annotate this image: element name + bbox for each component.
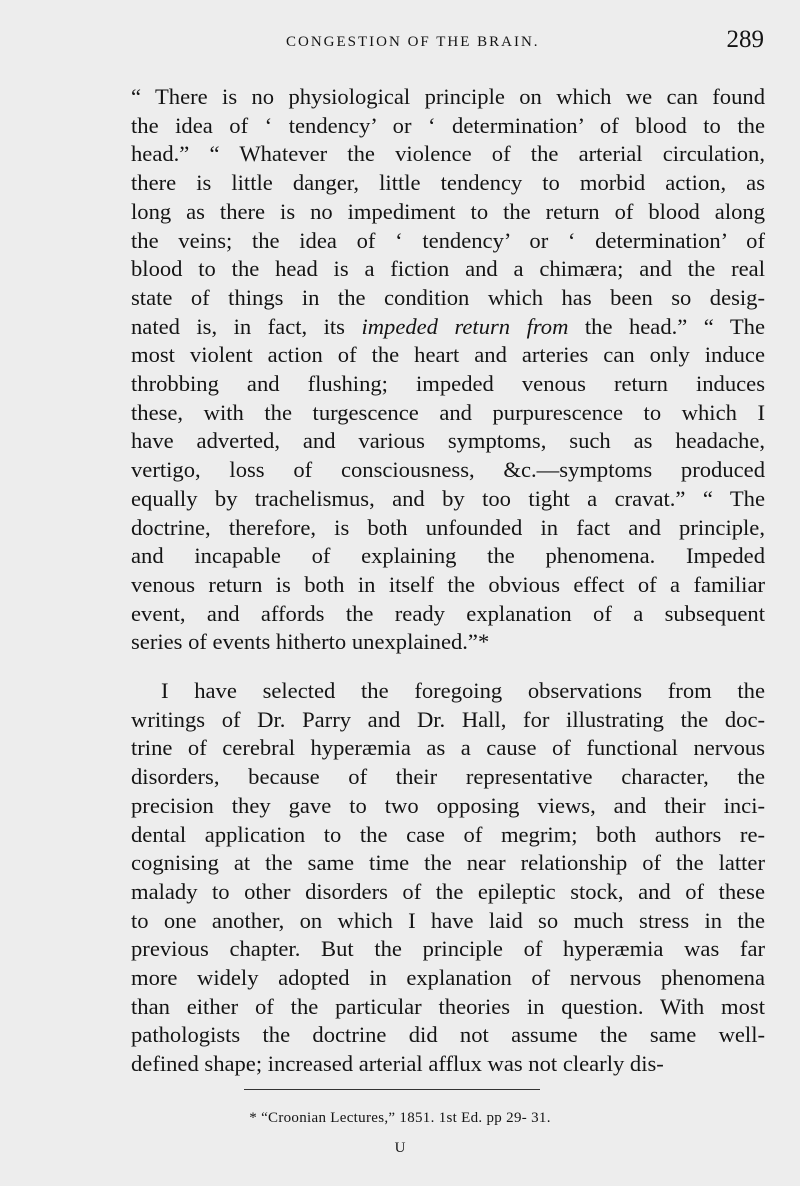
text-line: vertigo, loss of consciousness, &c.—symptoms produced: [131, 457, 765, 483]
text-line: I have selected the foregoing observations from the: [161, 678, 765, 703]
text-line: more widely adopted in explanation of nervous phenomena: [131, 965, 765, 991]
paragraph-quotation: [131, 83, 765, 657]
text-line: these, with the turgescence and purpurescence to which I: [131, 399, 765, 425]
page-header: [130, 26, 770, 66]
text-line: than either of the particular theories in question. With most: [131, 993, 765, 1019]
text-line: defined shape; increased arterial afflux was not clearly dis-: [131, 1051, 664, 1077]
text-line: most violent action of the heart and arteries can only induce: [131, 342, 765, 368]
text-line: long as there is no impediment to the return of blood along: [131, 198, 765, 224]
footnote: * “Croonian Lectures,” 1851. 1st Ed. pp 29- 31.: [249, 1110, 551, 1126]
running-head: CONGESTION OF THE BRAIN.: [286, 34, 540, 50]
text-line: previous chapter. But the principle of hyperæmia was far: [131, 936, 765, 962]
text-line: series of events hitherto unexplained.”*: [131, 629, 490, 655]
text-line: nated is, in fact, its impeded return from the head.” “ The: [131, 313, 765, 339]
text-line: the veins; the idea of ‘ tendency’ or ‘ determination’ of: [131, 227, 765, 253]
page-number: 289: [726, 26, 764, 53]
text-line: “ There is no physiological principle on which we can found: [131, 84, 765, 109]
text-line: the idea of ‘ tendency’ or ‘ determination’ of blood to the: [131, 112, 765, 138]
text-line: pathologists the doctrine did not assume the same well-: [131, 1022, 765, 1048]
text-line: trine of cerebral hyperæmia as a cause of functional nervous: [131, 735, 765, 761]
text-line: cognising at the same time the near relationship of the latter: [131, 850, 765, 876]
text-line: doctrine, therefore, is both unfounded in fact and principle,: [131, 514, 765, 540]
text-line: there is little danger, little tendency to morbid action, as: [131, 170, 765, 196]
text-line: equally by trachelismus, and by too tight a cravat.” “ The: [131, 485, 765, 511]
text-line: writings of Dr. Parry and Dr. Hall, for illustrating the doc-: [131, 706, 765, 732]
text-line: venous return is both in itself the obvious effect of a familiar: [131, 571, 765, 597]
text-line: precision they gave to two opposing views, and their inci-: [131, 792, 765, 818]
text-line: disorders, because of their representative character, the: [131, 764, 765, 790]
text-line: head.” “ Whatever the violence of the arterial circulation,: [131, 141, 765, 167]
text-line: blood to the head is a fiction and a chimæra; and the real: [131, 256, 765, 282]
footnote-rule: [244, 1089, 540, 1090]
paragraph-commentary: [131, 677, 765, 1079]
text-line: and incapable of explaining the phenomena. Impeded: [131, 543, 765, 569]
text-line: to one another, on which I have laid so much stress in the: [131, 907, 765, 933]
text-line: dental application to the case of megrim; both authors re-: [131, 821, 765, 847]
text-line: state of things in the condition which has been so desig-: [131, 284, 765, 310]
text-line: have adverted, and various symptoms, such as headache,: [131, 428, 765, 454]
text-line: event, and affords the ready explanation of a subsequent: [131, 600, 765, 626]
text-line: throbbing and flushing; impeded venous return induces: [131, 371, 765, 397]
signature-mark: U: [394, 1140, 406, 1156]
text-line: malady to other disorders of the epileptic stock, and of these: [131, 878, 765, 904]
